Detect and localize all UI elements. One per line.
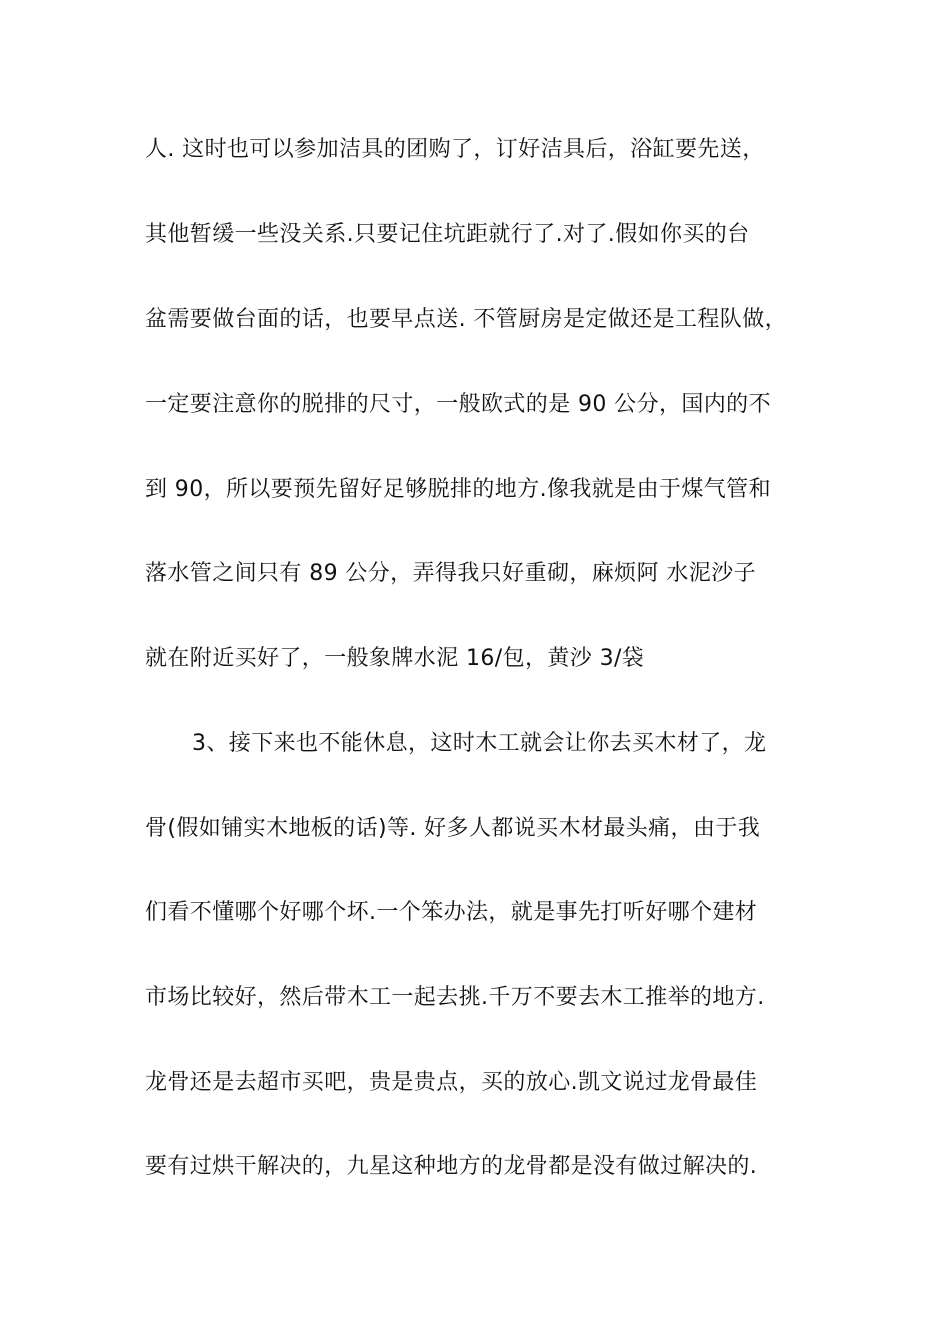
text-line: 一定要注意你的脱排的尺寸，一般欧式的是 90 公分，国内的不: [145, 392, 771, 417]
text-line: 要有过烘干解决的，九星这种地方的龙骨都是没有做过解决的.: [145, 1154, 758, 1179]
text-line: 骨(假如铺实木地板的话)等. 好多人都说买木材最头痛，由于我: [145, 816, 761, 841]
text-line: 到 90，所以要预先留好足够脱排的地方.像我就是由于煤气管和: [145, 477, 771, 502]
text-line: 市场比较好，然后带木工一起去挑.千万不要去木工推举的地方.: [145, 985, 765, 1010]
text-line: 人. 这时也可以参加洁具的团购了，订好洁具后，浴缸要先送，: [145, 137, 765, 162]
text-line: 们看不懂哪个好哪个坏.一个笨办法，就是事先打听好哪个建材: [145, 900, 758, 925]
paragraph-start-line: 3、接下来也不能休息，这时木工就会让你去买木材了，龙: [192, 731, 767, 756]
text-line: 盆需要做台面的话，也要早点送. 不管厨房是定做还是工程队做，: [145, 307, 787, 332]
text-line: 龙骨还是去超市买吧，贵是贵点，买的放心.凯文说过龙骨最佳: [145, 1070, 758, 1095]
text-line: 落水管之间只有 89 公分，弄得我只好重砌，麻烦阿 水泥沙子: [145, 561, 756, 586]
text-line: 就在附近买好了，一般象牌水泥 16/包，黄沙 3/袋: [145, 646, 645, 671]
text-line: 其他暂缓一些没关系.只要记住坑距就行了.对了.假如你买的台: [145, 222, 750, 247]
